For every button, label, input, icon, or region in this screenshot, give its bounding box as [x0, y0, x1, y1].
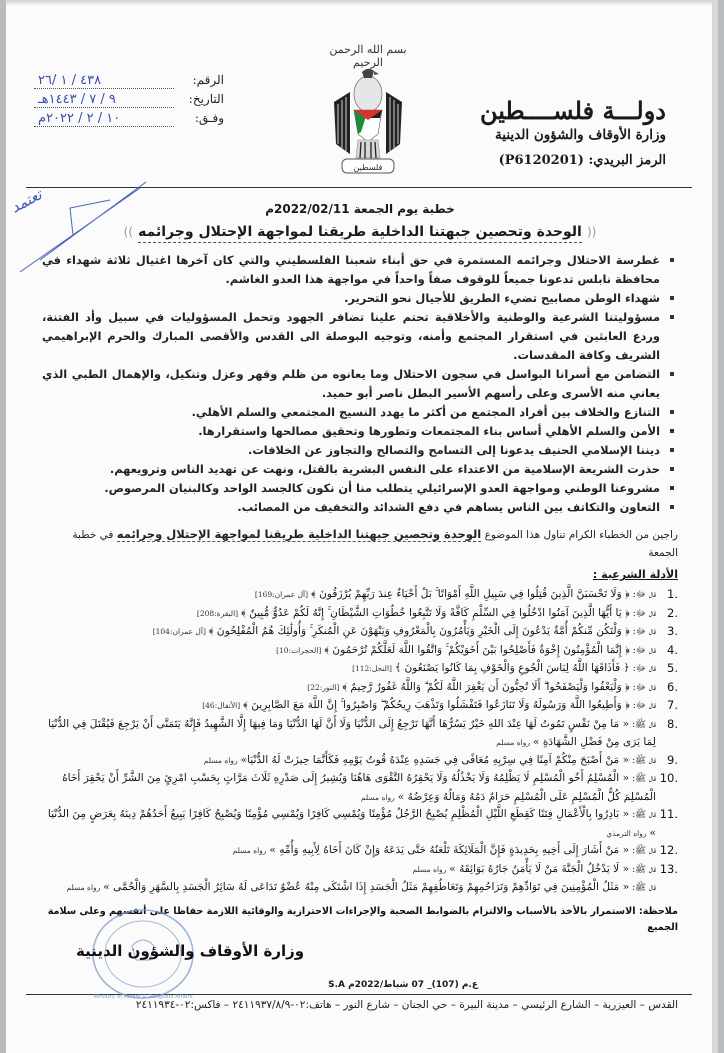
letterhead-right: [480, 96, 666, 168]
evidence-text: « الْمُسْلِمُ أَخُو الْمُسْلِمِ لَا يَظْلِمُهُ وَلَا يَخْذُلُهُ وَلَا يَحْقِرُهُ التَّقْوَى هَاهُنَا وَيُشِيرُ إِلَى صَدْرِهِ ثَلَاثَ مَرَّاتٍ بِحَسْبِ امْرِئٍ مِنَ الشَّرِّ أَنْ يَحْقِرَ أَخَاهُ الْمُسْلِمَ كُلُّ الْمُسْلِمِ عَلَى الْمُسْلِمِ حَرَامٌ دَمُهُ وَمَالُهُ وَعِرْضُهُ »: [62, 772, 656, 803]
evidence-item: [42, 660, 678, 679]
palestine-eagle-emblem-icon: [328, 62, 408, 177]
evidence-number: 7.: [667, 698, 678, 712]
reference-label: الرقم:: [192, 73, 224, 87]
document-page: [6, 0, 718, 1053]
evidence-item: [42, 770, 678, 806]
evidence-list: [42, 586, 678, 898]
hijri-date-row: [34, 92, 224, 111]
evidence-source: [النحل:112]: [352, 664, 392, 673]
document-body: [6, 185, 718, 898]
evidence-attribution: قال ﷺ:: [632, 810, 656, 820]
key-point: الأمن والسلم الأهلي أساس بناء المجتمعات وتطورها وتحقيق مصالحها واستقرارها.: [42, 422, 678, 441]
key-point: غطرسة الاحتلال وجرائمه المستمرة في حق أبناء شعبنا الفلسطيني والتي كان آخرها اغتيال ثلاثة شهداء في محافظة نابلس تدعونا جميعاً للوقوف صفاً واحداً في مواجهة هذا العدو الغاشم.: [42, 251, 678, 289]
reference-value: ٤٣٨ / ١ /٢٦: [34, 73, 174, 89]
evidence-text: ﴿ يَا أَيُّهَا الَّذِينَ آمَنُوا ادْخُلُوا فِي السِّلْمِ كَافَّةً وَلَا تَتَّبِعُوا خُطُوَاتِ الشَّيْطَانِ ۚ إِنَّهُ لَكُمْ عَدُوٌّ مُّبِينٌ ﴾: [241, 606, 630, 619]
emblem-caption: فلسطين: [353, 163, 383, 172]
evidence-source: رواه مسلم: [412, 864, 447, 874]
evidence-attribution: قال ﷺ:: [632, 755, 656, 766]
evidence-attribution: قال ﷻ:: [632, 627, 656, 637]
evidence-text: « مَنْ أَصْبَحَ مِنْكُمْ آمِنًا فِي سِرْبِهِ مُعَافًى فِي جَسَدِهِ عِنْدَهُ قُوتُ يَوْمِهِ فَكَأَنَّمَا حِيزَتْ لَهُ الدُّنْيَا»: [240, 753, 630, 766]
evidence-text: « بَادِرُوا بِالْأَعْمَالِ فِتَنًا كَقِطَعِ اللَّيْلِ الْمُظْلِمِ يُصْبِحُ الرَّجُلُ مُؤْمِنًا وَيُمْسِي كَافِرًا وَيُمْسِي مُؤْمِنًا وَيُصْبِحُ كَافِرًا يَبِيعُ أَحَدُهُمْ دِينَهُ بِعَرَضٍ مِنَ الدُّنْيَا »: [47, 808, 656, 839]
intro-after: في خطبة الجمعة: [72, 529, 678, 559]
evidence-item: [42, 605, 678, 624]
evidence-item: [42, 806, 678, 842]
evidence-number: 10.: [659, 771, 678, 785]
evidence-source: رواه مسلم: [496, 738, 530, 747]
evidence-attribution: قال ﷻ:: [632, 608, 656, 619]
postal-code: (P6120201): [498, 153, 584, 168]
evidence-attribution: قال ﷺ:: [632, 883, 656, 893]
evidence-attribution: قال ﷺ:: [632, 846, 656, 856]
evidence-attribution: قال ﷺ:: [632, 774, 656, 784]
evidence-number: 8.: [667, 716, 678, 731]
evidence-attribution: قال ﷻ:: [632, 645, 656, 656]
key-point: ديننا الإسلامي الحنيف يدعونا إلى التسامح والتصالح والتجاوز عن الخلافات.: [42, 441, 678, 460]
gregorian-date-value: ١٠ / ٢ / ٢٠٢٢م: [34, 111, 174, 127]
evidence-text: « لَا يَدْخُلُ الْجَنَّةَ مَنْ لَا يَأْمَنُ جَارُهُ بَوَائِقَهُ »: [449, 862, 630, 875]
quote-open: ((: [586, 225, 597, 239]
key-points-list: [42, 251, 678, 517]
evidence-source: [آل عمران:104]: [152, 627, 206, 636]
intro-topic: الوحدة وتحصين جبهتنا الداخلية طريقنا لمواجهة الإحتلال وجرائمه: [116, 527, 482, 541]
evidence-item: [42, 861, 678, 880]
evidence-attribution: قال ﷻ:: [632, 682, 656, 693]
evidence-source: [الحجرات:10]: [276, 645, 322, 655]
evidence-number: 3.: [667, 624, 678, 638]
evidence-item: [42, 586, 678, 605]
evidence-text: « مَا مِنْ نَفْسٍ تَمُوتُ لَهَا عِنْدَ اللهِ خَيْرٌ يَسُرُّهَا أَنَّهَا تَرْجِعُ إِلَى الدُّنْيَا وَلَا أَنَّ لَهَا الدُّنْيَا وَمَا فِيهَا إِلَّا الشَّهِيدُ فَإِنَّهُ يَتَمَنَّى أَنْ يَرْجِعَ فَيُقْتَلَ فِي الدُّنْيَا لِمَا يَرَى مِنْ فَضْلِ الشَّهَادَةِ »: [48, 717, 656, 748]
evidence-item: [42, 697, 678, 716]
evidence-item: [42, 642, 678, 661]
evidence-text: ﴿ وَلْتَكُن مِّنكُمْ أُمَّةٌ يَدْعُونَ إِلَى الْخَيْرِ وَيَأْمُرُونَ بِالْمَعْرُوفِ وَيَنْهَوْنَ عَنِ الْمُنكَرِ ۚ وَأُولَٰئِكَ هُمُ الْمُفْلِحُونَ ﴾: [208, 625, 630, 637]
evidence-number: 13.: [659, 861, 678, 876]
postal-label: الرمز البريدي:: [588, 153, 666, 168]
gregorian-date-label: وفـق:: [194, 111, 224, 125]
evidence-item: [42, 752, 678, 771]
evidence-source: رواه مسلم: [66, 883, 101, 892]
khutba-date: خطبة يوم الجمعة 2022/02/11م: [265, 202, 455, 216]
evidence-number: 9.: [667, 752, 678, 767]
evidence-text: ﴿ إِنَّمَا الْمُؤْمِنُونَ إِخْوَةٌ فَأَصْلِحُوا بَيْنَ أَخَوَيْكُمْ ۚ وَاتَّقُوا اللَّهَ لَعَلَّكُمْ تُرْحَمُونَ ﴾: [324, 643, 630, 656]
evidence-item: [42, 842, 678, 861]
evidence-attribution: قال ﷺ:: [632, 864, 656, 875]
key-point: حذرت الشريعة الإسلامية من الاعتداء على النفس البشرية بالقتل، ونهت عن تهديد الناس وترويعهم.: [42, 460, 678, 479]
evidence-number: 12.: [659, 843, 678, 857]
intro-before: راجين من الخطباء الكرام تناول هذا الموضوع: [484, 529, 678, 541]
evidence-source: [الأنفال:46]: [202, 701, 241, 710]
gregorian-date-row: [34, 111, 224, 130]
evidence-source: [البقرة:208]: [196, 608, 239, 618]
evidence-item: [42, 679, 678, 698]
key-point: التعاون والتكاتف بين الناس يساهم في دفع الشدائد والتخفيف من المصائب.: [42, 498, 678, 517]
evidence-item: [42, 716, 678, 752]
hijri-date-value: ٩ / ٧ / ١٤٤٣هـ: [34, 92, 174, 108]
evidence-text: « مَثَلُ الْمُؤْمِنِينَ فِي تَوَادِّهِمْ وَتَرَاحُمِهِمْ وَتَعَاطُفِهِمْ مَثَلُ الْجَسَدِ إِذَا اشْتَكَى مِنْهُ عُضْوٌ تَدَاعَى لَهُ سَائِرُ الْجَسَدِ بِالسَّهَرِ وَالْحُمَّى »: [103, 881, 630, 893]
evidence-item: [42, 879, 678, 898]
evidence-attribution: قال ﷻ:: [632, 590, 656, 600]
evidence-source: رواه مسلم: [232, 846, 267, 855]
reference-row: [34, 73, 224, 92]
ministry-name: وزارة الأوقاف والشؤون الدينية: [495, 127, 666, 143]
footer-address: القدس – العيزرية – الشارع الرئيسي – مدينة البيرة – حي الجنان – شارع النور – هاتف:٠٢-٢٤١١٩٣٧/٨/٩ – فاكس:٠٢-٢٤١١٩٣٤: [135, 998, 678, 1011]
evidence-heading: الأدلة الشرعية :: [592, 568, 678, 581]
evidence-number: 6.: [667, 679, 678, 694]
khutba-title: [42, 220, 678, 243]
evidence-number: 11.: [659, 807, 678, 821]
evidence-number: 2.: [667, 605, 678, 620]
stamp-text: Ministry of Awqaf & Religious Affairs: [93, 993, 193, 1000]
key-point: شهداء الوطن مصابيح تضيء الطريق للأجيال نحو التحرير.: [42, 289, 678, 308]
evidence-attribution: قال ﷻ:: [632, 701, 656, 711]
evidence-number: 4.: [667, 642, 678, 657]
document-footer: [6, 904, 718, 1053]
evidence-item: [42, 623, 678, 642]
hijri-date-label: التاريخ:: [188, 92, 224, 106]
evidence-number: 1.: [667, 587, 678, 601]
key-point: مشروعنا الوطني ومواجهة العدو الإسرائيلي يتطلب منا أن نكون كالجسد الواحد وكالبنيان المرصوص.: [42, 479, 678, 498]
postal-code-line: [480, 153, 666, 168]
quote-close: )): [123, 225, 134, 239]
key-point: التنازع والخلاف بين أفراد المجتمع من أكثر ما يهدد النسيج المجتمعي والسلم الأهلي.: [42, 403, 678, 422]
evidence-text: ﴿ وَلْيَعْفُوا وَلْيَصْفَحُوا ۗ أَلَا تُحِبُّونَ أَن يَغْفِرَ اللَّهُ لَكُمْ ۗ وَاللَّهُ غَفُورٌ رَّحِيمٌ ﴾: [342, 680, 630, 693]
basmala: بسم الله الرحمن الرحيم: [329, 43, 407, 69]
evidence-number: 5.: [667, 661, 678, 675]
ministry-signature: وزارة الأوقاف والشؤون الدينية: [76, 941, 305, 960]
evidence-text: ﴿ وَلَا تَحْسَبَنَّ الَّذِينَ قُتِلُوا فِي سَبِيلِ اللَّهِ أَمْوَاتًا ۚ بَلْ أَحْيَاءٌ عِندَ رَبِّهِمْ يُرْزَقُونَ ﴾: [311, 588, 630, 600]
evidence-source: رواه مسلم: [203, 755, 238, 765]
evidence-text: ﴿ فَأَذَاقَهَا اللَّهُ لِبَاسَ الْجُوعِ وَالْخَوْفِ بِمَا كَانُوا يَصْنَعُونَ ﴾: [394, 662, 630, 674]
evidence-source: رواه مسلم: [360, 792, 395, 802]
evidence-text: « مَنْ أَشَارَ إِلَى أَخِيهِ بِحَدِيدَةٍ فَإِنَّ الْمَلَائِكَةَ تَلْعَنُهُ حَتَّى يَدَعَهُ وَإِنْ كَانَ أَخَاهُ لِأَبِيهِ وَأُمِّهِ »: [269, 844, 630, 856]
letter-meta: [34, 73, 224, 130]
footnote: ملاحظة: الاستمرار بالأخذ بالأسباب والالتزام بالضوابط الصحية والإجراءات الاحترازية والوقائية اللازمة حفاظا على أنفسهم وعلى سلامة الجميع: [47, 905, 678, 933]
evidence-source: [آل عمران:169]: [254, 590, 309, 599]
key-point: التضامن مع أسرانا البواسل في سجون الاحتلال وما يعانوه من ظلم وقهر وعزل وتنكيل، والإهمال الطبي الذي يعاني منه الأسرى وعلى رأسهم الأسير البطل ناصر أبو حميد.: [42, 365, 678, 403]
letterhead: [6, 0, 718, 188]
evidence-source: رواه الترمذي: [606, 828, 647, 838]
document-reference: ع.م (107)_ 07 شباط/2022م S.A: [328, 979, 478, 990]
handwritten-approval: تعتمد: [7, 185, 45, 217]
khutba-title-text: الوحدة وتحصين جبهتنا الداخلية طريقنا لمواجهة الإحتلال وجرائمه: [138, 224, 582, 243]
evidence-attribution: قال ﷺ:: [632, 719, 656, 730]
evidence-source: [النور:22]: [307, 682, 340, 692]
intro-paragraph: [42, 525, 678, 562]
evidence-text: ﴿ وَأَطِيعُوا اللَّهَ وَرَسُولَهُ وَلَا تَنَازَعُوا فَتَفْشَلُوا وَتَذْهَبَ رِيحُكُمْ ۖ وَاصْبِرُوا ۚ إِنَّ اللَّهَ مَعَ الصَّابِرِينَ ﴾: [243, 699, 630, 711]
key-point: مسؤوليتنا الشرعية والوطنية والأخلاقية تحتم علينا تضافر الجهود وتحمل المسؤوليات في سبيل وأد الفتنة، وردع العابثين في استقرار المجتمع وأمنه، وتوجيه البوصلة الى القدس والأقصى المبارك والحرم الإبراهيمي الشريف وكافة المقدسات.: [42, 308, 678, 365]
state-name: دولـــة فلســــطين: [479, 96, 666, 125]
evidence-attribution: قال ﷻ:: [632, 664, 656, 674]
